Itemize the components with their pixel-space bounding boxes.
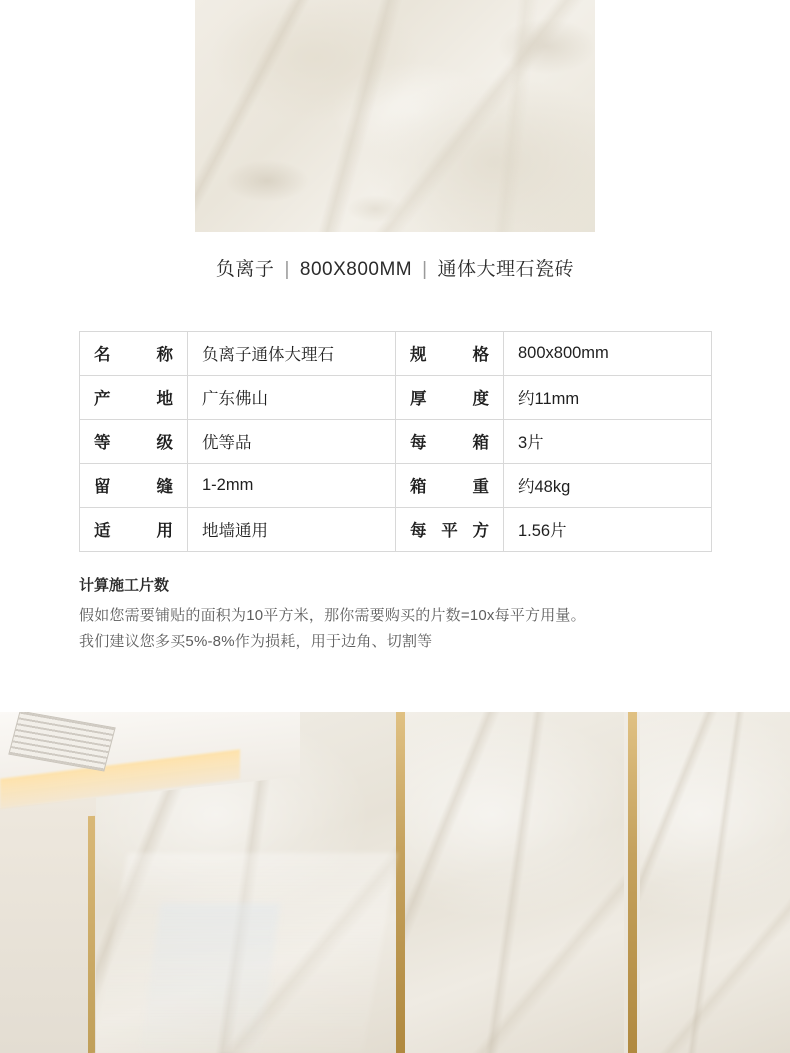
spec-table-wrapper xyxy=(79,331,711,552)
wall-panel-mid xyxy=(404,712,624,1053)
spec-label: 每平方 xyxy=(396,507,504,551)
spec-label: 厚度 xyxy=(396,375,504,419)
wall-panel-right xyxy=(640,712,790,1053)
calculation-note xyxy=(79,574,711,656)
table-row xyxy=(80,507,712,551)
spec-label: 每箱 xyxy=(396,419,504,463)
gold-edge-strip xyxy=(88,816,95,1053)
table-row xyxy=(80,463,712,507)
spec-label: 规格 xyxy=(396,331,504,375)
gold-trim-2 xyxy=(628,712,637,1053)
table-row xyxy=(80,375,712,419)
calculation-note-line-1: 假如您需要铺贴的面积为10平方米，那你需要购买的片数=10x每平方用量。 xyxy=(79,606,586,624)
marble-veins xyxy=(404,712,624,1053)
caption-separator-1: | xyxy=(284,259,290,280)
caption-separator-2: | xyxy=(422,259,428,280)
spec-table xyxy=(79,331,712,552)
table-row xyxy=(80,419,712,463)
spec-value: 广东佛山 xyxy=(188,375,396,419)
tile-sample-photo xyxy=(195,0,595,232)
spec-value: 800x800mm xyxy=(504,331,712,375)
spec-label: 箱重 xyxy=(396,463,504,507)
spec-value: 约11mm xyxy=(504,375,712,419)
gold-trim-1 xyxy=(396,712,405,1053)
spec-label: 留缝 xyxy=(80,463,188,507)
caption-type: 通体大理石瓷砖 xyxy=(437,259,575,280)
calculation-note-line-2: 我们建议您多买5%-8%作为损耗，用于边角、切割等 xyxy=(79,632,433,650)
spec-value: 1.56片 xyxy=(504,507,712,551)
side-wall xyxy=(0,772,96,1053)
spec-label: 名称 xyxy=(80,331,188,375)
spec-value: 负离子通体大理石 xyxy=(188,331,396,375)
caption-feature: 负离子 xyxy=(215,259,275,280)
spec-label: 等级 xyxy=(80,419,188,463)
spec-value: 约48kg xyxy=(504,463,712,507)
window-reflection xyxy=(139,903,280,1053)
calculation-note-title: 计算施工片数 xyxy=(79,576,170,594)
marble-veins xyxy=(640,712,790,1053)
caption-size: 800X800MM xyxy=(299,259,413,280)
spec-value: 地墙通用 xyxy=(188,507,396,551)
product-hero-image xyxy=(0,0,790,232)
room-scene-image xyxy=(0,712,790,1053)
spec-label: 适用 xyxy=(80,507,188,551)
spec-value: 1-2mm xyxy=(188,463,396,507)
spec-value: 优等品 xyxy=(188,419,396,463)
spec-label: 产地 xyxy=(80,375,188,419)
product-caption xyxy=(0,232,790,283)
table-row xyxy=(80,331,712,375)
spec-value: 3片 xyxy=(504,419,712,463)
